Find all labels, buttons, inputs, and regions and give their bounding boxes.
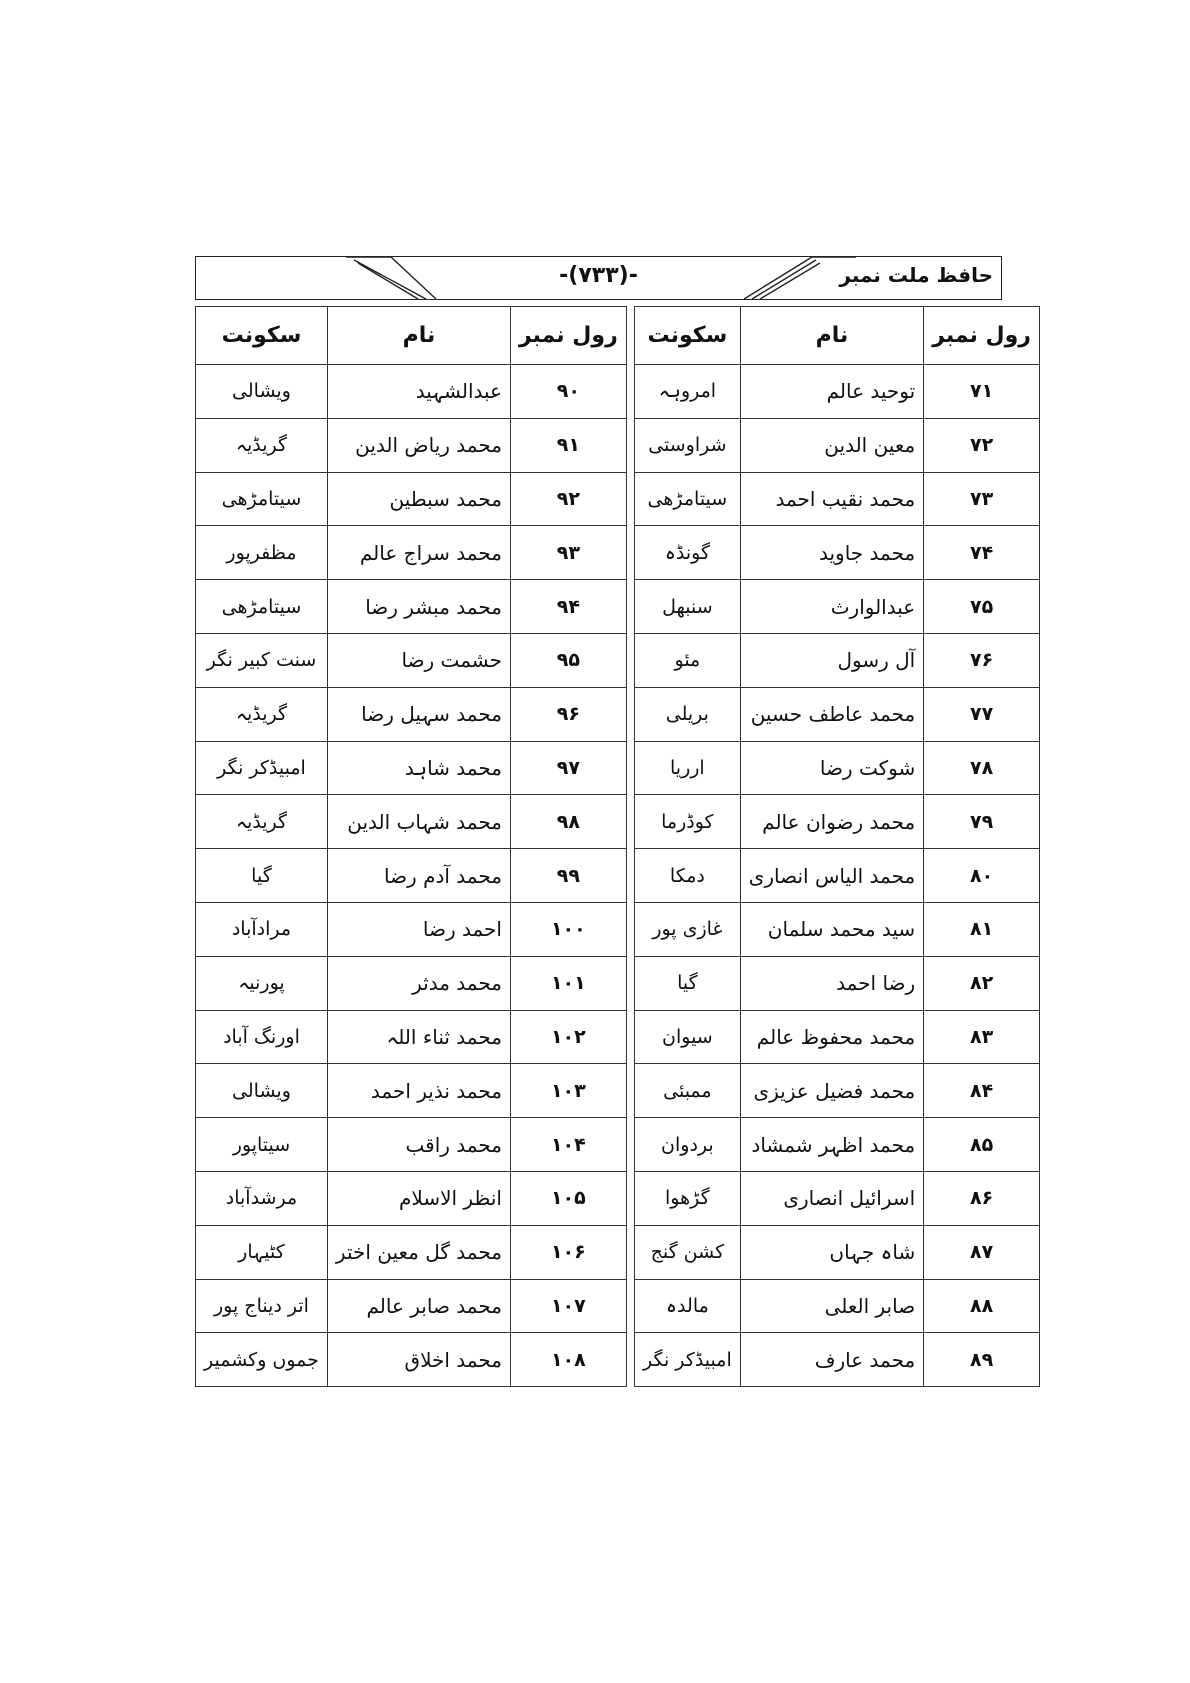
roll-number-cell: ۹۷ [510, 741, 626, 795]
residence-cell: اورنگ آباد [196, 1010, 328, 1064]
name-cell: معین الدین [740, 418, 923, 472]
roll-number-cell: ۱۰۳ [510, 1064, 626, 1118]
name-cell: محمد الیاس انصاری [740, 849, 923, 903]
name-cell: محمد ریاض الدین [327, 418, 510, 472]
name-cell: آل رسول [740, 633, 923, 687]
name-cell: محمد محفوظ عالم [740, 1010, 923, 1064]
name-cell: محمد مدثر [327, 956, 510, 1010]
residence-cell: امبیڈکر نگر [635, 1333, 741, 1387]
name-cell: محمد شہاب الدین [327, 795, 510, 849]
residence-cell: گریڈیہ [196, 795, 328, 849]
residence-cell: سیتاپور [196, 1118, 328, 1172]
roll-number-cell: ۸۳ [924, 1010, 1040, 1064]
table-row [196, 580, 627, 634]
residence-cell: اتر دیناج پور [196, 1279, 328, 1333]
table-row [196, 1010, 627, 1064]
page-header [195, 256, 1002, 300]
residence-cell: گریڈیہ [196, 687, 328, 741]
roll-number-cell: ۷۹ [924, 795, 1040, 849]
residence-cell: ویشالی [196, 365, 328, 419]
roll-number-cell: ۸۴ [924, 1064, 1040, 1118]
name-cell: محمد عاطف حسین [740, 687, 923, 741]
name-cell: محمد مبشر رضا [327, 580, 510, 634]
residence-cell: گڑھوا [635, 1171, 741, 1225]
residence-cell: ویشالی [196, 1064, 328, 1118]
roll-number-cell: ۱۰۷ [510, 1279, 626, 1333]
roll-number-cell: ۱۰۲ [510, 1010, 626, 1064]
roll-number-cell: ۷۶ [924, 633, 1040, 687]
roll-number-cell: ۸۲ [924, 956, 1040, 1010]
roll-number-cell: ۹۸ [510, 795, 626, 849]
table-row [635, 1333, 1040, 1387]
page-number: -(۷۳۳)- [559, 263, 638, 288]
table-row [196, 365, 627, 419]
residence-cell: گیا [196, 849, 328, 903]
table-row [196, 418, 627, 472]
residence-cell: شراوستی [635, 418, 741, 472]
roll-number-cell: ۱۰۰ [510, 902, 626, 956]
table-row [635, 795, 1040, 849]
name-cell: محمد نذیر احمد [327, 1064, 510, 1118]
residence-cell: کوڈرما [635, 795, 741, 849]
table-row [635, 902, 1040, 956]
table-row [196, 1333, 627, 1387]
name-cell: محمد اظہر شمشاد [740, 1118, 923, 1172]
roll-number-cell: ۷۷ [924, 687, 1040, 741]
table-header-row [196, 307, 627, 365]
name-cell: حشمت رضا [327, 633, 510, 687]
name-cell: شاہ جہاں [740, 1225, 923, 1279]
residence-cell: دمکا [635, 849, 741, 903]
table-row [635, 365, 1040, 419]
name-cell: محمد رضوان عالم [740, 795, 923, 849]
residence-cell: امبیڈکر نگر [196, 741, 328, 795]
table-row [635, 472, 1040, 526]
roll-number-cell: ۸۰ [924, 849, 1040, 903]
roll-number-cell: ۹۵ [510, 633, 626, 687]
table-row [635, 1010, 1040, 1064]
roll-number-cell: ۸۹ [924, 1333, 1040, 1387]
name-cell: محمد اخلاق [327, 1333, 510, 1387]
residence-cell: سیتامڑھی [196, 580, 328, 634]
book-title: حافظ ملت نمبر [839, 263, 993, 287]
table-row [196, 472, 627, 526]
residence-cell: غازی پور [635, 902, 741, 956]
table-row [635, 849, 1040, 903]
residence-cell: سیتامڑھی [635, 472, 741, 526]
roll-number-cell: ۹۲ [510, 472, 626, 526]
residence-cell: ارریا [635, 741, 741, 795]
residence-cell: ممبئی [635, 1064, 741, 1118]
table-row [635, 580, 1040, 634]
residence-cell: مرادآباد [196, 902, 328, 956]
residence-cell: سیتامڑھی [196, 472, 328, 526]
table-row [196, 1279, 627, 1333]
roll-number-cell: ۱۰۴ [510, 1118, 626, 1172]
table-row [196, 1118, 627, 1172]
table-row [196, 1225, 627, 1279]
roll-number-cell: ۷۴ [924, 526, 1040, 580]
name-cell: محمد عارف [740, 1333, 923, 1387]
table-header-row [635, 307, 1040, 365]
roll-number-cell: ۱۰۸ [510, 1333, 626, 1387]
table-row [196, 526, 627, 580]
roll-number-cell: ۹۴ [510, 580, 626, 634]
name-cell: صابر العلی [740, 1279, 923, 1333]
residence-cell: کشن گنج [635, 1225, 741, 1279]
roll-number-cell: ۹۰ [510, 365, 626, 419]
residence-cell: بردوان [635, 1118, 741, 1172]
residence-cell: سیوان [635, 1010, 741, 1064]
roll-table-right [634, 306, 1040, 1387]
name-cell: محمد سہیل رضا [327, 687, 510, 741]
name-cell: انظر الاسلام [327, 1171, 510, 1225]
table-row [635, 1064, 1040, 1118]
residence-cell: سنبھل [635, 580, 741, 634]
name-cell: شوکت رضا [740, 741, 923, 795]
column-name: نام [327, 307, 510, 365]
table-row [635, 956, 1040, 1010]
name-cell: محمد جاوید [740, 526, 923, 580]
table-row [635, 418, 1040, 472]
residence-cell: مرشدآباد [196, 1171, 328, 1225]
residence-cell: مالدہ [635, 1279, 741, 1333]
name-cell: عبدالشہید [327, 365, 510, 419]
column-residence: سکونت [635, 307, 741, 365]
roll-number-cell: ۸۵ [924, 1118, 1040, 1172]
table-row [196, 741, 627, 795]
residence-cell: مئو [635, 633, 741, 687]
roll-number-cell: ۷۳ [924, 472, 1040, 526]
roll-number-cell: ۹۳ [510, 526, 626, 580]
name-cell: محمد گل معین اختر [327, 1225, 510, 1279]
name-cell: محمد سراج عالم [327, 526, 510, 580]
table-row [635, 526, 1040, 580]
name-cell: محمد آدم رضا [327, 849, 510, 903]
table-row [196, 687, 627, 741]
residence-cell: سنت کبیر نگر [196, 633, 328, 687]
table-row [196, 902, 627, 956]
table-row [196, 1064, 627, 1118]
name-cell: محمد صابر عالم [327, 1279, 510, 1333]
residence-cell: کٹیہار [196, 1225, 328, 1279]
name-cell: محمد ثناء اللہ [327, 1010, 510, 1064]
table-row [196, 633, 627, 687]
column-roll-number: رول نمبر [510, 307, 626, 365]
roll-table-left [195, 306, 627, 1387]
roll-number-cell: ۸۸ [924, 1279, 1040, 1333]
table-row [635, 1279, 1040, 1333]
name-cell: محمد فضیل عزیزی [740, 1064, 923, 1118]
table-row [635, 741, 1040, 795]
roll-number-cell: ۷۸ [924, 741, 1040, 795]
table-row [635, 1171, 1040, 1225]
table-row [635, 1118, 1040, 1172]
residence-cell: پورنیہ [196, 956, 328, 1010]
roll-number-cell: ۹۶ [510, 687, 626, 741]
residence-cell: گونڈہ [635, 526, 741, 580]
table-row [196, 849, 627, 903]
table-row [635, 1225, 1040, 1279]
name-cell: احمد رضا [327, 902, 510, 956]
roll-number-cell: ۷۵ [924, 580, 1040, 634]
name-cell: محمد نقیب احمد [740, 472, 923, 526]
name-cell: توحید عالم [740, 365, 923, 419]
residence-cell: گیا [635, 956, 741, 1010]
name-cell: محمد راقب [327, 1118, 510, 1172]
roll-number-cell: ۷۲ [924, 418, 1040, 472]
residence-cell: مظفرپور [196, 526, 328, 580]
roll-number-cell: ۸۶ [924, 1171, 1040, 1225]
column-roll-number: رول نمبر [924, 307, 1040, 365]
roll-number-cell: ۱۰۵ [510, 1171, 626, 1225]
roll-number-cell: ۸۷ [924, 1225, 1040, 1279]
name-cell: رضا احمد [740, 956, 923, 1010]
table-row [635, 633, 1040, 687]
residence-cell: گریڈیہ [196, 418, 328, 472]
column-residence: سکونت [196, 307, 328, 365]
table-row [196, 1171, 627, 1225]
roll-number-cell: ۱۰۶ [510, 1225, 626, 1279]
roll-number-cell: ۱۰۱ [510, 956, 626, 1010]
name-cell: سید محمد سلمان [740, 902, 923, 956]
roll-number-cell: ۸۱ [924, 902, 1040, 956]
column-name: نام [740, 307, 923, 365]
name-cell: عبدالوارث [740, 580, 923, 634]
roll-number-cell: ۷۱ [924, 365, 1040, 419]
name-cell: محمد سبطین [327, 472, 510, 526]
name-cell: محمد شاہد [327, 741, 510, 795]
roll-number-cell: ۹۱ [510, 418, 626, 472]
residence-cell: بریلی [635, 687, 741, 741]
roll-number-cell: ۹۹ [510, 849, 626, 903]
table-row [196, 956, 627, 1010]
table-row [635, 687, 1040, 741]
name-cell: اسرائیل انصاری [740, 1171, 923, 1225]
residence-cell: جموں وکشمیر [196, 1333, 328, 1387]
residence-cell: امروہہ [635, 365, 741, 419]
table-row [196, 795, 627, 849]
